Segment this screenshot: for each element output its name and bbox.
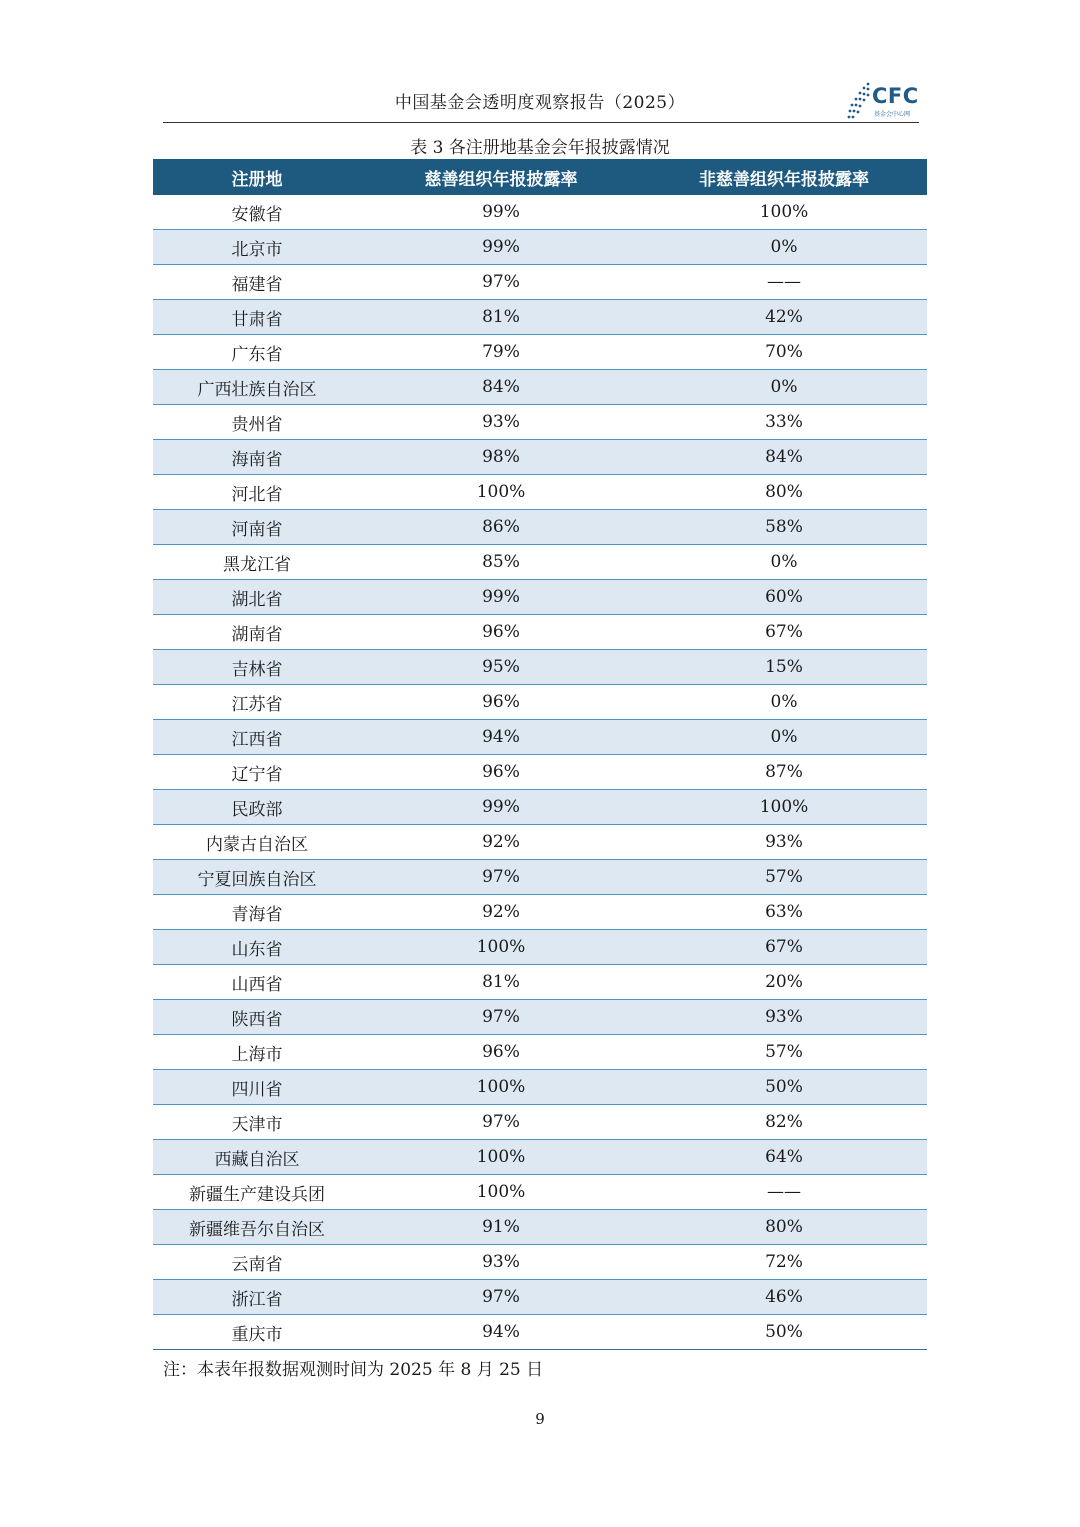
noncharity-rate-cell: 0% [641, 370, 927, 405]
region-cell: 四川省 [153, 1070, 361, 1105]
noncharity-rate-cell: 46% [641, 1280, 927, 1315]
charity-rate-cell: 99% [361, 790, 641, 825]
noncharity-rate-cell: 80% [641, 475, 927, 510]
region-cell: 北京市 [153, 230, 361, 265]
region-cell: 黑龙江省 [153, 545, 361, 580]
noncharity-rate-cell: 67% [641, 930, 927, 965]
table-note: 注：本表年报数据观测时间为 2025 年 8 月 25 日 [163, 1360, 544, 1380]
charity-rate-cell: 96% [361, 615, 641, 650]
region-cell: 山东省 [153, 930, 361, 965]
region-cell: 河北省 [153, 475, 361, 510]
region-cell: 福建省 [153, 265, 361, 300]
noncharity-rate-cell: 50% [641, 1315, 927, 1350]
column-header-charity-rate: 慈善组织年报披露率 [361, 159, 641, 195]
charity-rate-cell: 99% [361, 230, 641, 265]
table-row [153, 230, 927, 265]
charity-rate-cell: 97% [361, 860, 641, 895]
table-row [153, 335, 927, 370]
region-cell: 甘肃省 [153, 300, 361, 335]
charity-rate-cell: 99% [361, 580, 641, 615]
table-row [153, 650, 927, 685]
noncharity-rate-cell: 15% [641, 650, 927, 685]
region-cell: 江西省 [153, 720, 361, 755]
report-title: 中国基金会透明度观察报告（2025） [394, 93, 686, 113]
noncharity-rate-cell: 72% [641, 1245, 927, 1280]
charity-rate-cell: 81% [361, 300, 641, 335]
charity-rate-cell: 98% [361, 440, 641, 475]
charity-rate-cell: 100% [361, 475, 641, 510]
charity-rate-cell: 96% [361, 755, 641, 790]
table-row [153, 440, 927, 475]
noncharity-rate-cell: 84% [641, 440, 927, 475]
table-row [153, 1315, 927, 1350]
charity-rate-cell: 85% [361, 545, 641, 580]
region-cell: 上海市 [153, 1035, 361, 1070]
noncharity-rate-cell: 70% [641, 335, 927, 370]
noncharity-rate-cell: 82% [641, 1105, 927, 1140]
table-row [153, 790, 927, 825]
region-cell: 海南省 [153, 440, 361, 475]
charity-rate-cell: 97% [361, 1280, 641, 1315]
region-cell: 青海省 [153, 895, 361, 930]
table-row [153, 895, 927, 930]
noncharity-rate-cell: 0% [641, 230, 927, 265]
table-row [153, 405, 927, 440]
charity-rate-cell: 100% [361, 1070, 641, 1105]
charity-rate-cell: 97% [361, 1105, 641, 1140]
region-cell: 广西壮族自治区 [153, 370, 361, 405]
charity-rate-cell: 100% [361, 930, 641, 965]
noncharity-rate-cell: 63% [641, 895, 927, 930]
charity-rate-cell: 100% [361, 1175, 641, 1210]
table-row [153, 755, 927, 790]
noncharity-rate-cell: 60% [641, 580, 927, 615]
charity-rate-cell: 96% [361, 1035, 641, 1070]
noncharity-rate-cell: 0% [641, 685, 927, 720]
charity-rate-cell: 91% [361, 1210, 641, 1245]
region-cell: 内蒙古自治区 [153, 825, 361, 860]
charity-rate-cell: 95% [361, 650, 641, 685]
column-header-noncharity-rate: 非慈善组织年报披露率 [641, 159, 927, 195]
noncharity-rate-cell: 93% [641, 1000, 927, 1035]
table-body [153, 195, 927, 1350]
table-row [153, 1000, 927, 1035]
column-header-region: 注册地 [153, 159, 361, 195]
charity-rate-cell: 94% [361, 1315, 641, 1350]
region-cell: 江苏省 [153, 685, 361, 720]
noncharity-rate-cell: —— [641, 1175, 927, 1210]
charity-rate-cell: 92% [361, 895, 641, 930]
noncharity-rate-cell: 100% [641, 195, 927, 230]
logo-text: CFC [872, 84, 919, 108]
noncharity-rate-cell: 67% [641, 615, 927, 650]
table-row [153, 965, 927, 1000]
table-row [153, 930, 927, 965]
region-cell: 陕西省 [153, 1000, 361, 1035]
charity-rate-cell: 100% [361, 1140, 641, 1175]
noncharity-rate-cell: 57% [641, 860, 927, 895]
charity-rate-cell: 96% [361, 685, 641, 720]
table-row [153, 1245, 927, 1280]
charity-rate-cell: 99% [361, 195, 641, 230]
region-cell: 宁夏回族自治区 [153, 860, 361, 895]
page-number: 9 [535, 1410, 545, 1428]
region-cell: 广东省 [153, 335, 361, 370]
table-row [153, 615, 927, 650]
region-cell: 河南省 [153, 510, 361, 545]
noncharity-rate-cell: 100% [641, 790, 927, 825]
noncharity-rate-cell: 33% [641, 405, 927, 440]
noncharity-rate-cell: 20% [641, 965, 927, 1000]
charity-rate-cell: 93% [361, 405, 641, 440]
charity-rate-cell: 97% [361, 1000, 641, 1035]
charity-rate-cell: 81% [361, 965, 641, 1000]
charity-rate-cell: 94% [361, 720, 641, 755]
noncharity-rate-cell: 57% [641, 1035, 927, 1070]
region-cell: 重庆市 [153, 1315, 361, 1350]
table-row [153, 1070, 927, 1105]
region-cell: 天津市 [153, 1105, 361, 1140]
cfc-logo [846, 78, 922, 122]
region-cell: 浙江省 [153, 1280, 361, 1315]
table-row [153, 1210, 927, 1245]
noncharity-rate-cell: 0% [641, 545, 927, 580]
region-cell: 湖南省 [153, 615, 361, 650]
charity-rate-cell: 79% [361, 335, 641, 370]
noncharity-rate-cell: 87% [641, 755, 927, 790]
table-row [153, 1105, 927, 1140]
charity-rate-cell: 97% [361, 265, 641, 300]
table-row [153, 1280, 927, 1315]
noncharity-rate-cell: 50% [641, 1070, 927, 1105]
logo-subtitle: 基金会中心网 [874, 111, 911, 118]
table-row [153, 370, 927, 405]
table-row [153, 580, 927, 615]
noncharity-rate-cell: 93% [641, 825, 927, 860]
charity-rate-cell: 93% [361, 1245, 641, 1280]
table-row [153, 265, 927, 300]
region-cell: 新疆维吾尔自治区 [153, 1210, 361, 1245]
table-row [153, 685, 927, 720]
disclosure-table [153, 159, 927, 1350]
table-caption: 表 3 各注册地基金会年报披露情况 [410, 138, 670, 158]
table-row [153, 195, 927, 230]
table-row [153, 475, 927, 510]
table-row [153, 720, 927, 755]
region-cell: 辽宁省 [153, 755, 361, 790]
noncharity-rate-cell: 42% [641, 300, 927, 335]
charity-rate-cell: 84% [361, 370, 641, 405]
table-row [153, 825, 927, 860]
table-row [153, 1035, 927, 1070]
noncharity-rate-cell: 80% [641, 1210, 927, 1245]
noncharity-rate-cell: 64% [641, 1140, 927, 1175]
region-cell: 湖北省 [153, 580, 361, 615]
charity-rate-cell: 86% [361, 510, 641, 545]
region-cell: 云南省 [153, 1245, 361, 1280]
table-row [153, 1140, 927, 1175]
noncharity-rate-cell: 58% [641, 510, 927, 545]
table-row [153, 1175, 927, 1210]
table-header-row [153, 159, 927, 195]
region-cell: 民政部 [153, 790, 361, 825]
charity-rate-cell: 92% [361, 825, 641, 860]
region-cell: 山西省 [153, 965, 361, 1000]
table-row [153, 545, 927, 580]
region-cell: 安徽省 [153, 195, 361, 230]
table-row [153, 300, 927, 335]
table-row [153, 510, 927, 545]
region-cell: 西藏自治区 [153, 1140, 361, 1175]
header-rule [163, 122, 919, 123]
region-cell: 吉林省 [153, 650, 361, 685]
noncharity-rate-cell: 0% [641, 720, 927, 755]
region-cell: 新疆生产建设兵团 [153, 1175, 361, 1210]
noncharity-rate-cell: —— [641, 265, 927, 300]
table-row [153, 860, 927, 895]
region-cell: 贵州省 [153, 405, 361, 440]
